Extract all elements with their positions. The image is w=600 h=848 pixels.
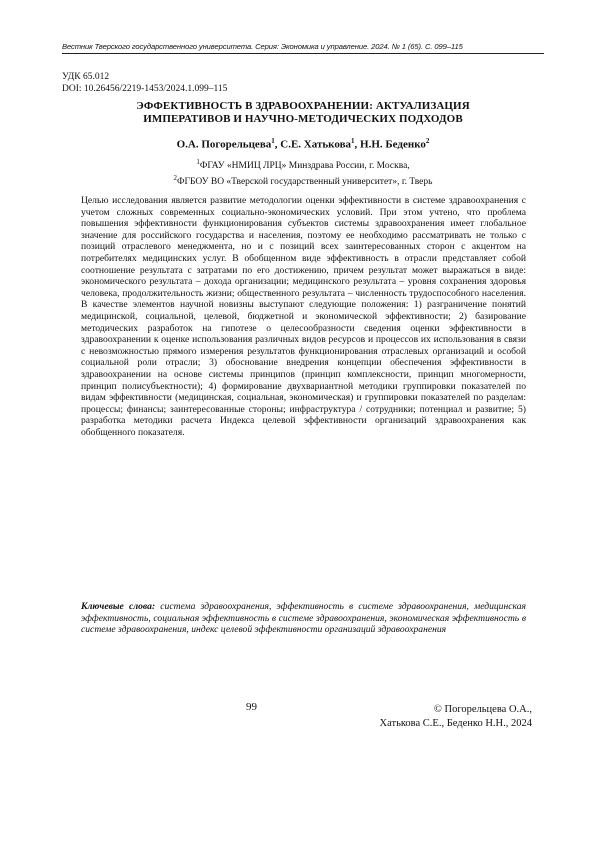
copyright xyxy=(380,703,532,731)
author-1: О.А. Погорельцева xyxy=(176,138,272,151)
affiliation-1-text: ФГАУ «НМИЦ ЛРЦ» Минздрава России, г. Москва, xyxy=(199,161,410,172)
article-title xyxy=(62,100,544,126)
title-line-1: ЭФФЕКТИВНОСТЬ В ЗДРАВООХРАНЕНИИ: АКТУАЛИЗАЦИЯ xyxy=(136,100,470,112)
copyright-line-2: Хатькова С.Е., Беденко Н.Н., 2024 xyxy=(379,718,532,729)
doi: DOI: 10.26456/2219-1453/2024.1.099–115 xyxy=(62,83,228,94)
author-3: Н.Н. Беденко xyxy=(360,138,426,151)
affiliation-2-text: ФГБОУ ВО «Тверской государственный университет», г. Тверь xyxy=(177,177,433,188)
affiliation-2-mark: 2 xyxy=(173,174,178,183)
affiliation-2 xyxy=(62,172,544,188)
udc-code: УДК 65.012 xyxy=(62,72,110,82)
author-1-affiliation-mark: 1 xyxy=(271,137,275,145)
keywords xyxy=(81,601,526,636)
author-2: С.Е. Хатькова xyxy=(280,138,352,151)
copyright-line-1: © Погорельцева О.А., xyxy=(433,704,532,715)
affiliations xyxy=(62,156,544,188)
author-separator: , xyxy=(274,138,281,151)
affiliation-1-mark: 1 xyxy=(196,158,200,166)
author-2-affiliation-mark: 1 xyxy=(351,137,355,145)
abstract: Целью исследования является развитие методологии оценки эффективности в системе здравоохранения с учетом сложных современных социально-экономических условий. При этом учтено, что проблема повышения эффективности функционирования субъектов системы здравоохранения имеет глобальное значение для российского государства и населения, поэтому ее необходимо рассматривать не только с позиций отраслевого менеджмента, но и с позиций всех заинтересованных сторон с акцентом на потребителях медицинских услуг. В обобщенном виде эффективность в отрасли представляет собой соотношение результата с затратами по его достижению, причем результат может выражаться в виде: экономического результата – дохода организации; медицинского результата – уровня сохранения здоровья человека, продолжительность жизни; общественного результата – численность трудоспособного населения. В качестве элементов научной новизны выступают следующие положения: 1) разграничение понятий медицинской, социальной, целевой, бюджетной и экономической эффективности; 2) базирование методических разработок на гипотезе о целесообразности сведения оценки эффективности в здравоохранении к оценке использования различных видов ресурсов и процессов их использования в связи с невозможностью прямого измерения результатов функционирования отраслевых организаций и особой социальной роли отрасли; 3) обоснование внедрения концепции обеспечения эффективности в здравоохранении на основе системы принципов (принцип комплексности, принцип многомерности, принцип полисубъектности); 4) формирование двухвариантной методики группировки показателей по видам эффективности (медицинская, социальная, экономическая) и группировки показателей по разделам: процессы; финансы; заинтересованные стороны; инфраструктура / сотрудники; потенциал и развитие; 5) разработка методики расчета Индекса целевой эффективности организаций здравоохранения как обобщенного показателя. xyxy=(81,195,526,438)
article-meta xyxy=(62,72,227,95)
keywords-label: Ключевые слова: xyxy=(81,601,156,612)
keywords-text: система здравоохранения, эффективность в системе здравоохранения, медицинская эффективность, социальная эффективность в системе здравоохранения, экономическая эффективность в системе здравоохранения, индекс целевой эффективности организаций здравоохранения xyxy=(81,601,526,636)
author-separator: , xyxy=(354,138,361,151)
authors xyxy=(62,137,544,151)
running-head: Вестник Тверского государственного университета. Серия: Экономика и управление. 2024. № 1 (65). С. 099–115 xyxy=(62,42,544,54)
affiliation-1 xyxy=(62,156,544,172)
title-line-2: ИМПЕРАТИВОВ И НАУЧНО-МЕТОДИЧЕСКИХ ПОДХОДОВ xyxy=(143,113,463,125)
author-3-affiliation-mark: 2 xyxy=(425,137,430,145)
page-number: 99 xyxy=(246,701,257,713)
